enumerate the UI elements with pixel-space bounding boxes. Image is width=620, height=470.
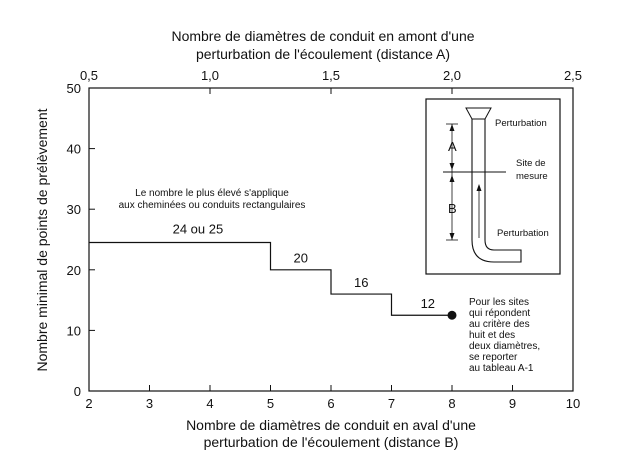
svg-text:au tableau A-1: au tableau A-1 <box>469 363 534 374</box>
inset-perturbation-top: Perturbation <box>495 118 547 129</box>
svg-text:qui répondent: qui répondent <box>469 308 531 319</box>
x-bottom-tick-label: 9 <box>508 396 517 411</box>
x-bottom-tick-label: 7 <box>387 396 396 411</box>
svg-text:Pour les sites: Pour les sites <box>469 297 530 308</box>
y-tick-label: 30 <box>66 202 81 218</box>
inset-site-line1: Site de <box>516 158 546 169</box>
y-tick-label: 40 <box>66 141 81 157</box>
svg-text:deux diamètres,: deux diamètres, <box>469 341 541 352</box>
x-axis-top-title-line2: perturbation de l'écoulement (distance A) <box>195 46 451 62</box>
note-table-reference <box>469 297 540 374</box>
x-top-tick-label: 2,5 <box>563 68 583 83</box>
x-axis-bottom <box>85 385 580 411</box>
y-tick-label: 0 <box>73 384 81 399</box>
step-label: 12 <box>420 295 436 311</box>
x-bottom-tick-label: 2 <box>85 396 93 411</box>
note-rectangular-line1: Le nombre le plus élevé s'applique <box>135 188 289 199</box>
x-axis-bottom-title-line1: Nombre de diamètres de conduit en aval d'une <box>186 417 476 433</box>
inset-duct-diagram <box>426 99 560 274</box>
series-step-line <box>89 243 452 316</box>
inset-site-line2: mesure <box>516 171 548 182</box>
x-axis-top-title-line1: Nombre de diamètres de conduit en amont d'une <box>171 28 475 44</box>
x-bottom-tick-label: 10 <box>565 396 581 411</box>
inset-label-a: A <box>448 139 457 154</box>
x-bottom-tick-label: 5 <box>266 396 275 411</box>
step-label: 20 <box>293 250 308 266</box>
x-axis-bottom-title-line2: perturbation de l'écoulement (distance B) <box>203 434 459 450</box>
x-axis-top <box>80 68 582 94</box>
y-tick-label: 50 <box>66 81 81 96</box>
y-tick-label: 10 <box>66 323 81 339</box>
x-bottom-tick-label: 4 <box>206 396 214 411</box>
x-top-tick-label: 2,0 <box>442 68 462 83</box>
y-tick-label: 20 <box>66 262 81 278</box>
y-axis <box>67 81 95 399</box>
x-bottom-tick-label: 6 <box>327 396 335 411</box>
inset-perturbation-bottom: Perturbation <box>497 228 549 239</box>
svg-text:au critère des: au critère des <box>469 319 530 330</box>
y-axis-title: Nombre minimal de points de prélèvement <box>34 108 50 372</box>
x-top-tick-label: 1,0 <box>200 68 220 83</box>
step-label: 24 ou 25 <box>172 221 224 237</box>
step-label: 16 <box>354 274 369 290</box>
svg-text:se reporter: se reporter <box>469 352 518 363</box>
x-bottom-tick-label: 8 <box>448 396 456 411</box>
step-labels <box>173 221 435 311</box>
x-bottom-tick-label: 3 <box>145 396 154 411</box>
note-rectangular-line2: aux cheminées ou conduits rectangulaires <box>118 200 306 211</box>
x-top-tick-label: 1,5 <box>321 68 341 83</box>
svg-text:huit et des: huit et des <box>469 330 516 341</box>
inset-label-b: B <box>448 201 457 216</box>
x-top-tick-label: 0,5 <box>79 68 99 83</box>
series-end-marker <box>448 311 457 320</box>
